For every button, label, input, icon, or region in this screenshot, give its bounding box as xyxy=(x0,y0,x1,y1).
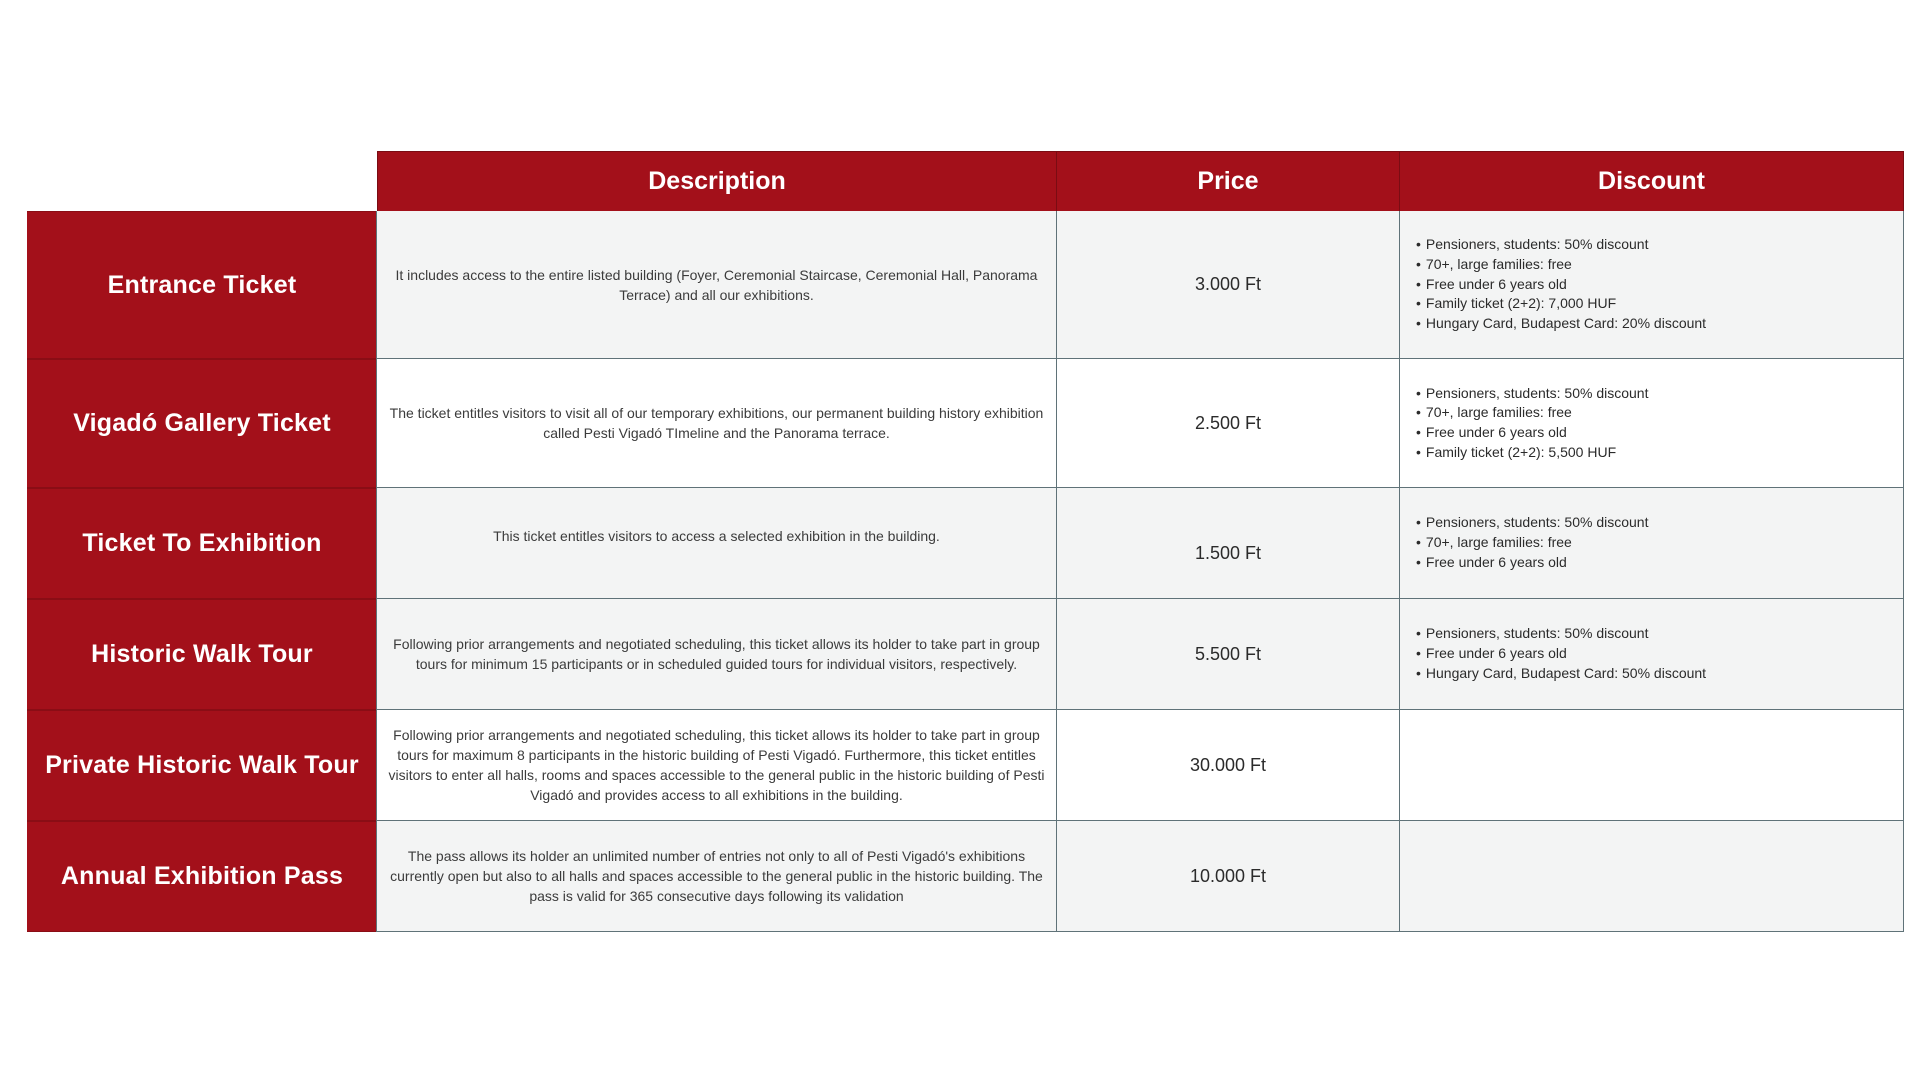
discount-item: • Free under 6 years old xyxy=(1416,553,1648,573)
discount-item: • Free under 6 years old xyxy=(1416,423,1648,443)
discount-list xyxy=(1416,624,1706,683)
discount-item: • Free under 6 years old xyxy=(1416,275,1706,295)
row-label-private-historic-walk-tour: Private Historic Walk Tour xyxy=(27,710,377,821)
discount-list xyxy=(1416,513,1648,572)
price-cell: 3.000 Ft xyxy=(1056,211,1400,359)
row-label-historic-walk-tour: Historic Walk Tour xyxy=(27,599,377,710)
description-cell: The pass allows its holder an unlimited number of entries not only to all of Pesti Vigadó's exhibitions currently open but also to all halls and spaces accessible to the general public in the historic building. The pass is valid for 365 consecutive days following its validation xyxy=(376,821,1057,932)
discount-item: • Pensioners, students: 50% discount xyxy=(1416,384,1648,404)
price-cell: 5.500 Ft xyxy=(1056,599,1400,710)
discount-cell xyxy=(1399,710,1904,821)
price-cell: 1.500 Ft xyxy=(1056,488,1400,599)
header-description: Description xyxy=(377,151,1057,211)
ticket-price-table xyxy=(27,151,1904,932)
description-cell: Following prior arrangements and negotiated scheduling, this ticket allows its holder to take part in group tours for minimum 15 participants or in scheduled guided tours for individual visitors, respectively. xyxy=(376,599,1057,710)
discount-cell xyxy=(1399,821,1904,932)
discount-item: • Family ticket (2+2): 5,500 HUF xyxy=(1416,443,1648,463)
description-cell: It includes access to the entire listed building (Foyer, Ceremonial Staircase, Ceremonial Hall, Panorama Terrace) and all our exhibitions. xyxy=(376,211,1057,359)
description-cell: Following prior arrangements and negotiated scheduling, this ticket allows its holder to take part in group tours for maximum 8 participants in the historic building of Pesti Vigadó. Furthermore, this ticket entitles visitors to enter all halls, rooms and spaces accessible to the general public in the historic building of Pesti Vigadó and provides access to all exhibitions in the building. xyxy=(376,710,1057,821)
row-label-vigado-gallery-ticket: Vigadó Gallery Ticket xyxy=(27,359,377,488)
discount-item: • Pensioners, students: 50% discount xyxy=(1416,235,1706,255)
price-cell: 30.000 Ft xyxy=(1056,710,1400,821)
discount-list xyxy=(1416,235,1706,334)
header-price: Price xyxy=(1057,151,1400,211)
discount-cell xyxy=(1399,211,1904,359)
description-cell: The ticket entitles visitors to visit all of our temporary exhibitions, our permanent building history exhibition called Pesti Vigadó TImeline and the Panorama terrace. xyxy=(376,359,1057,488)
discount-list xyxy=(1416,384,1648,463)
discount-cell xyxy=(1399,488,1904,599)
discount-item: • 70+, large families: free xyxy=(1416,255,1706,275)
discount-item: • Hungary Card, Budapest Card: 20% discount xyxy=(1416,314,1706,334)
discount-cell xyxy=(1399,599,1904,710)
row-label-ticket-to-exhibition: Ticket To Exhibition xyxy=(27,488,377,599)
discount-cell xyxy=(1399,359,1904,488)
description-cell: This ticket entitles visitors to access a selected exhibition in the building. xyxy=(376,488,1057,599)
row-label-entrance-ticket: Entrance Ticket xyxy=(27,211,377,359)
row-label-annual-exhibition-pass: Annual Exhibition Pass xyxy=(27,821,377,932)
discount-item: • Free under 6 years old xyxy=(1416,644,1706,664)
header-discount: Discount xyxy=(1400,151,1904,211)
discount-item: • Pensioners, students: 50% discount xyxy=(1416,624,1706,644)
price-cell: 10.000 Ft xyxy=(1056,821,1400,932)
discount-item: • Family ticket (2+2): 7,000 HUF xyxy=(1416,294,1706,314)
discount-item: • Pensioners, students: 50% discount xyxy=(1416,513,1648,533)
discount-item: • 70+, large families: free xyxy=(1416,403,1648,423)
discount-item: • 70+, large families: free xyxy=(1416,533,1648,553)
table-corner xyxy=(27,151,377,211)
discount-item: • Hungary Card, Budapest Card: 50% discount xyxy=(1416,664,1706,684)
price-cell: 2.500 Ft xyxy=(1056,359,1400,488)
